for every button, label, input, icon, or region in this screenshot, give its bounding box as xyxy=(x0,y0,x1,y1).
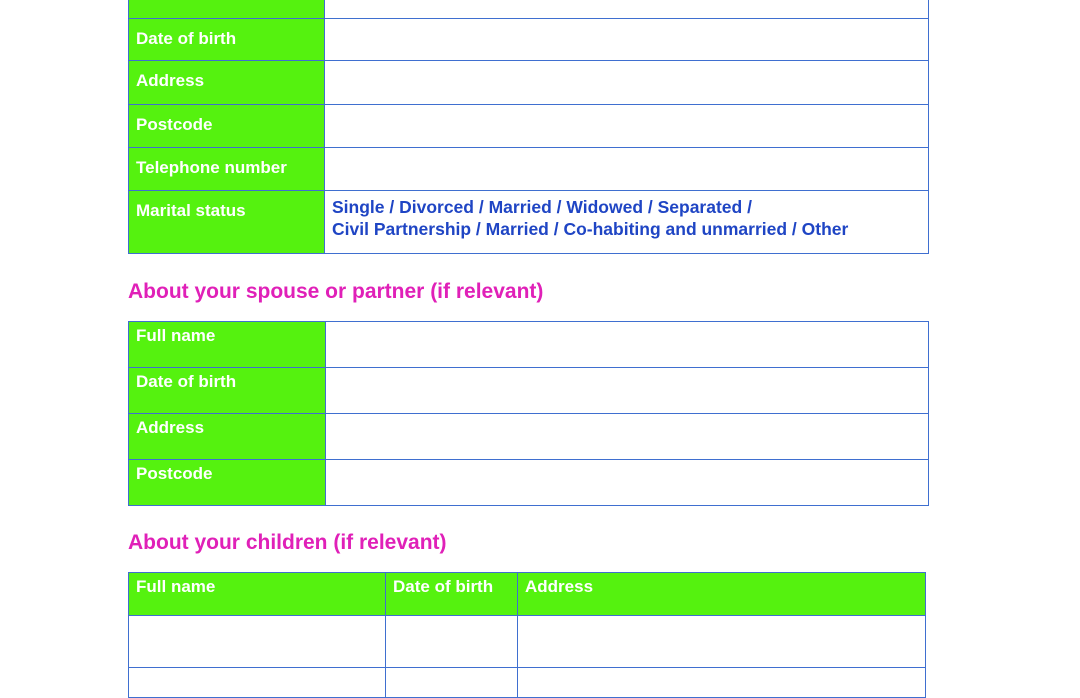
children-section-heading: About your children (if relevant) xyxy=(128,531,447,554)
table-header-row xyxy=(129,573,926,616)
spouse-table xyxy=(128,321,929,506)
child-name-field[interactable] xyxy=(129,616,386,668)
child-dob-field[interactable] xyxy=(386,668,518,698)
col-header-date-of-birth: Date of birth xyxy=(386,573,518,616)
child-address-field[interactable] xyxy=(518,668,926,698)
table-row xyxy=(129,148,929,191)
table-row xyxy=(129,414,929,460)
table-row xyxy=(129,616,926,668)
postcode-field[interactable] xyxy=(325,105,929,148)
child-name-field[interactable] xyxy=(129,668,386,698)
telephone-field[interactable] xyxy=(325,148,929,191)
table-row xyxy=(129,460,929,506)
col-header-address: Address xyxy=(518,573,926,616)
table-row xyxy=(129,668,926,698)
spouse-dob-label: Date of birth xyxy=(129,368,326,414)
spouse-name-field[interactable] xyxy=(326,322,929,368)
address-field[interactable] xyxy=(325,61,929,105)
marital-status-options[interactable] xyxy=(325,191,929,254)
spouse-address-field[interactable] xyxy=(326,414,929,460)
dob-label: Date of birth xyxy=(129,19,325,61)
spouse-postcode-label: Postcode xyxy=(129,460,326,506)
child-dob-field[interactable] xyxy=(386,616,518,668)
col-header-full-name: Full name xyxy=(129,573,386,616)
table-row xyxy=(129,105,929,148)
child-address-field[interactable] xyxy=(518,616,926,668)
telephone-label: Telephone number xyxy=(129,148,325,191)
spouse-postcode-field[interactable] xyxy=(326,460,929,506)
table-row xyxy=(129,191,929,254)
about-you-table xyxy=(128,0,929,254)
spouse-section-heading: About your spouse or partner (if relevant) xyxy=(128,280,544,303)
spouse-name-label: Full name xyxy=(129,322,326,368)
children-table xyxy=(128,572,926,698)
table-row xyxy=(129,0,929,19)
postcode-label: Postcode xyxy=(129,105,325,148)
address-label: Address xyxy=(129,61,325,105)
table-row xyxy=(129,61,929,105)
partial-field[interactable] xyxy=(325,0,929,19)
table-row xyxy=(129,19,929,61)
spouse-address-label: Address xyxy=(129,414,326,460)
spouse-dob-field[interactable] xyxy=(326,368,929,414)
marital-options-line-2: Civil Partnership / Married / Co-habiting and unmarried / Other xyxy=(332,219,849,239)
marital-status-label: Marital status xyxy=(129,191,325,254)
table-row xyxy=(129,322,929,368)
partial-label-cell xyxy=(129,0,325,19)
dob-field[interactable] xyxy=(325,19,929,61)
table-row xyxy=(129,368,929,414)
marital-options-line-1: Single / Divorced / Married / Widowed / Separated / xyxy=(332,197,752,217)
